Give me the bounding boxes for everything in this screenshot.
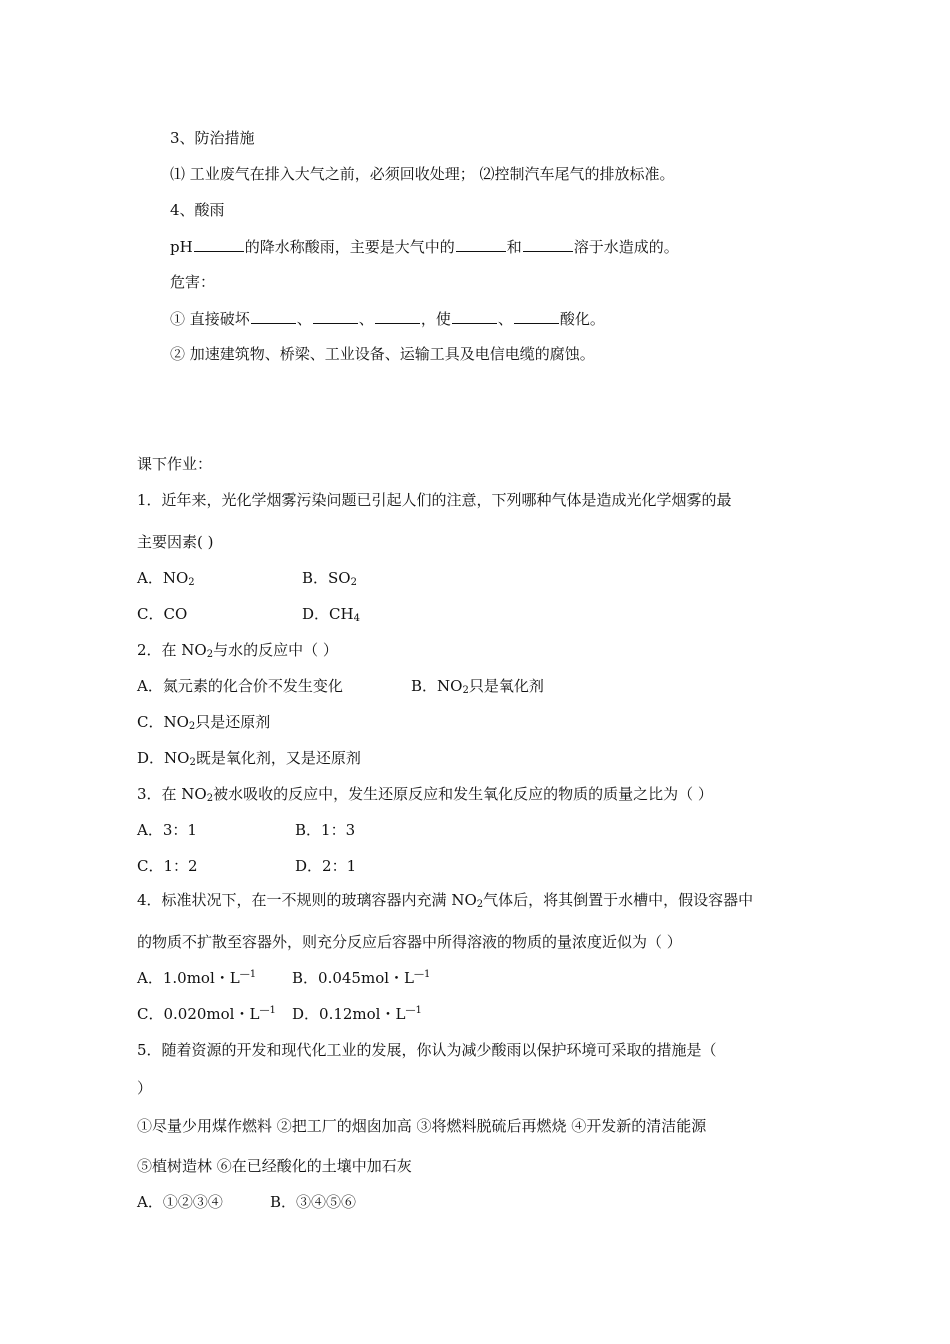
- fill-blank: [452, 308, 497, 324]
- q4-stem-line2: 的物质不扩散至容器外，则充分反应后容器中所得溶液的物质的量浓度近似为（ ）: [137, 933, 682, 951]
- q3-stem: 3．在 $NO_2$被水吸收的反应中，发生还原反应和发生氧化反应的物质的质量之比为（ ）: [137, 785, 713, 804]
- q1-stem-line1: 1．近年来，光化学烟雾污染问题已引起人们的注意，下列哪种气体是造成光化学烟雾的最: [137, 491, 732, 509]
- q1-stem-line2: 主要因素( ): [137, 533, 214, 551]
- fill-blank: [523, 236, 573, 252]
- q1-option-c: C．CO: [137, 605, 188, 623]
- q5-stem-line1: 5．随着资源的开发和现代化工业的发展，你认为减少酸雨以保护环境可采取的措施是（: [137, 1041, 717, 1059]
- harm-line2: ② 加速建筑物、桥梁、工业设备、运输工具及电信电缆的腐蚀。: [170, 345, 595, 363]
- fill-blank: [456, 236, 506, 252]
- q4-stem-line1: 4．标准状况下，在一不规则的玻璃容器内充满 $NO_2$气体后，将其倒置于水槽中，假设容器中: [137, 891, 754, 910]
- fill-blank: [313, 308, 358, 324]
- q2-option-a: A．氮元素的化合价不发生变化: [137, 677, 343, 695]
- fill-blank: [514, 308, 559, 324]
- section4-heading: 4、酸雨: [170, 201, 225, 219]
- fill-blank: [194, 236, 244, 252]
- harm1-part2: ，使: [420, 310, 451, 328]
- q5-option-a: A．①②③④: [137, 1193, 223, 1211]
- def-part1: pH: [170, 238, 193, 256]
- harm-line1: [170, 308, 605, 329]
- fill-blank: [251, 308, 296, 324]
- section3-heading: 3、防治措施: [170, 129, 255, 147]
- q2-option-b: B．$NO_2$只是氧化剂: [411, 677, 544, 696]
- q3-option-b: B．1：3: [295, 821, 356, 839]
- q4-option-d: D．0.12mol・$L^{—1}$: [292, 1005, 422, 1023]
- q4-option-a: A．1.0mol・$L^{—1}$: [137, 969, 257, 987]
- q2-stem: 2．在 $NO_2$与水的反应中（ ）: [137, 641, 338, 660]
- q1-option-a: A．$NO_2$: [137, 569, 195, 588]
- def-part2: 的降水称酸雨，主要是大气中的: [244, 238, 455, 256]
- q2-option-d: D．$NO_2$既是氧化剂，又是还原剂: [137, 749, 361, 768]
- fill-blank: [375, 308, 420, 324]
- q5-stem-line2: ）: [137, 1079, 153, 1097]
- q3-option-d: D．2：1: [295, 857, 357, 875]
- separator: 、: [358, 310, 374, 328]
- section4-definition: [170, 236, 679, 257]
- homework-title: 课下作业：: [137, 455, 213, 473]
- section3-line1: ⑴ 工业废气在排入大气之前，必须回收处理； ⑵控制汽车尾气的排放标准。: [170, 165, 675, 183]
- q1-option-d: D．$CH_4$: [302, 605, 360, 624]
- q5-options-line2: ⑤植树造林 ⑥在已经酸化的土壤中加石灰: [137, 1157, 412, 1175]
- q2-option-c: C．$NO_2$只是还原剂: [137, 713, 271, 732]
- q1-option-b: B．$SO_2$: [302, 569, 357, 588]
- q5-options-line1: ①尽量少用煤作燃料 ②把工厂的烟囱加高 ③将燃料脱硫后再燃烧 ④开发新的清洁能源: [137, 1117, 707, 1135]
- harm1-part3: 酸化。: [559, 310, 605, 328]
- def-part3: 和: [506, 238, 522, 256]
- harm1-part1: ① 直接破坏: [170, 310, 250, 328]
- def-part4: 溶于水造成的。: [573, 238, 679, 256]
- separator: 、: [296, 310, 312, 328]
- separator: 、: [497, 310, 513, 328]
- q5-option-b: B．③④⑤⑥: [270, 1193, 357, 1211]
- harm-label: 危害：: [170, 273, 216, 291]
- q3-option-c: C．1：2: [137, 857, 198, 875]
- q4-option-c: C．0.020mol・$L^{—1}$: [137, 1005, 276, 1023]
- q3-option-a: A．3：1: [137, 821, 197, 839]
- q4-option-b: B．0.045mol・$L^{—1}$: [292, 969, 431, 987]
